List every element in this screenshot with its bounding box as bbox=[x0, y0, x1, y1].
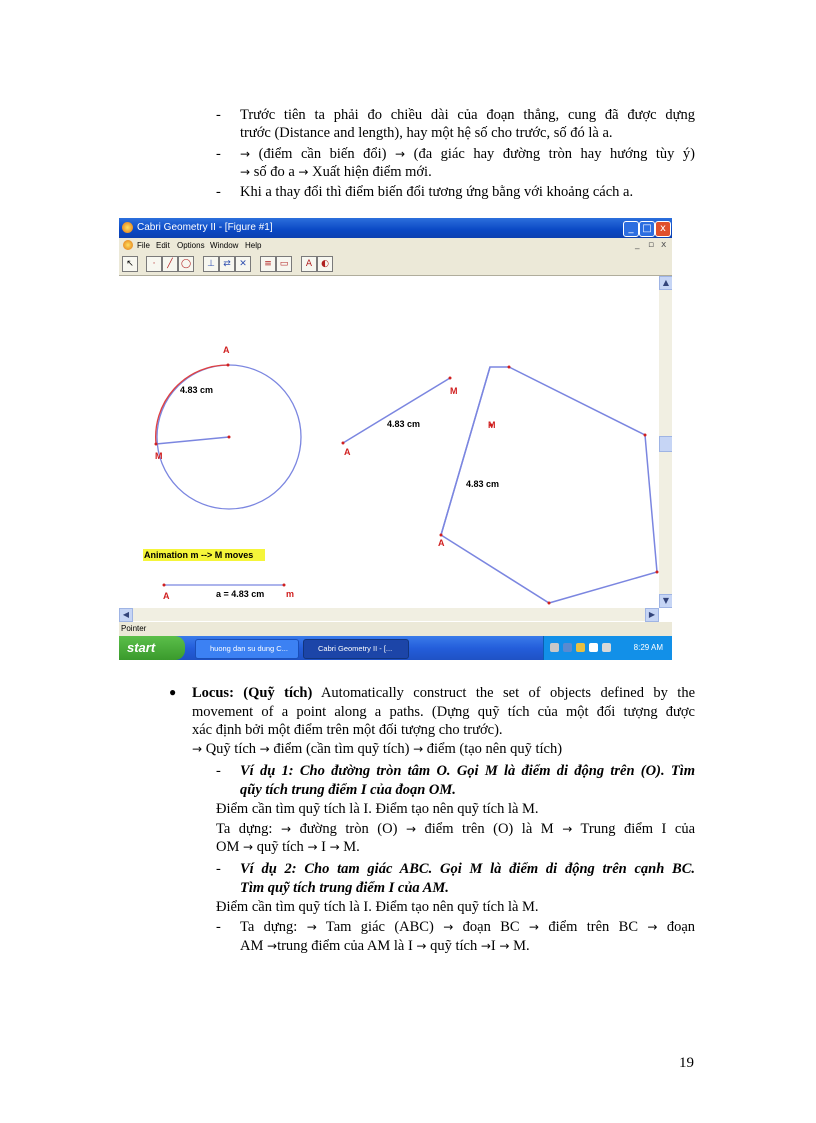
check-tool-icon[interactable]: ≡ bbox=[260, 256, 276, 272]
doc-close-button[interactable]: x bbox=[661, 240, 667, 250]
start-button[interactable] bbox=[119, 636, 185, 660]
list-dash: - bbox=[216, 184, 221, 200]
menu-edit[interactable]: Edit bbox=[156, 241, 170, 250]
arrow-icon: → bbox=[259, 742, 270, 756]
arrow-icon: → bbox=[413, 742, 424, 756]
example-1-steps bbox=[216, 820, 695, 838]
start-label: start bbox=[127, 640, 156, 655]
text-run: AM bbox=[240, 938, 267, 954]
drawing-canvas[interactable] bbox=[119, 276, 659, 608]
scroll-right-icon[interactable]: ▶ bbox=[645, 608, 659, 622]
segment-label-m: M bbox=[450, 386, 458, 396]
document-icon[interactable] bbox=[123, 240, 133, 250]
list-item-text bbox=[240, 163, 432, 181]
center-point bbox=[228, 436, 231, 439]
text-run: Trước tiên ta phải đo chiều dài của đoạn thẳng, cung đã được dựng bbox=[240, 107, 695, 123]
arrow-icon: → bbox=[307, 840, 318, 854]
circle-point-m bbox=[155, 443, 158, 446]
arrow-icon: → bbox=[329, 840, 340, 854]
tool-bar bbox=[119, 253, 672, 276]
text-run: số đo a bbox=[250, 164, 299, 180]
polygon-label-a: A bbox=[438, 538, 445, 548]
radius-segment bbox=[156, 437, 229, 444]
parameter-label-m: m bbox=[286, 589, 295, 599]
arrow-icon: → bbox=[280, 822, 292, 836]
taskbar-item-label: Cabri Geometry II - [... bbox=[318, 644, 393, 653]
arc-shape bbox=[156, 365, 228, 444]
parameter-point-a bbox=[163, 584, 166, 587]
scroll-down-icon[interactable]: ▼ bbox=[659, 594, 672, 608]
text-run: Ta dựng: bbox=[240, 919, 307, 935]
draw-tool-icon[interactable]: ◐ bbox=[317, 256, 333, 272]
example-2-steps bbox=[240, 918, 695, 936]
menu-options[interactable]: Options bbox=[177, 241, 205, 250]
example-1-desc: Điểm cần tìm quỹ tích là I. Điểm tạo nên quỹ tích là M. bbox=[216, 801, 539, 817]
taskbar-item-cabri[interactable] bbox=[303, 639, 409, 659]
segment-measure: 4.83 cm bbox=[387, 419, 421, 429]
list-item-text bbox=[240, 124, 613, 142]
list-dash: - bbox=[216, 107, 221, 123]
locus-flow bbox=[192, 740, 562, 758]
tray-network-icon[interactable] bbox=[563, 643, 572, 652]
taskbar-item-browser[interactable] bbox=[195, 639, 299, 659]
list-item-text bbox=[240, 145, 695, 163]
doc-minimize-button[interactable]: _ bbox=[635, 240, 640, 250]
doc-restore-button[interactable]: ▫ bbox=[648, 240, 655, 250]
polygon-edge-am bbox=[441, 367, 490, 535]
text-run: điểm trên BC bbox=[538, 919, 648, 935]
list-dash: - bbox=[216, 146, 221, 162]
text-run: OM bbox=[216, 839, 243, 855]
circle-label-a: A bbox=[223, 345, 230, 355]
circle-measure: 4.83 cm bbox=[180, 385, 214, 395]
scroll-up-icon[interactable]: ▲ bbox=[659, 276, 672, 290]
parameter-point-m bbox=[283, 584, 286, 587]
locus-line-2: movement of a point along a paths. (Dựng quỹ tích của một đối tượng được bbox=[192, 704, 695, 720]
text-run: Quỹ tích bbox=[202, 741, 260, 757]
tray-monitor-icon[interactable] bbox=[602, 643, 611, 652]
macro-tool-icon[interactable]: ✕ bbox=[235, 256, 251, 272]
polygon-vertex bbox=[508, 366, 511, 369]
text-run: M. bbox=[339, 839, 360, 855]
text-run: Automatically construct the set of objects defined by the bbox=[312, 685, 696, 701]
segment-point-m bbox=[449, 377, 452, 380]
text-run: điểm trên (O) là M bbox=[416, 821, 563, 837]
text-run: Khi a thay đổi thì điểm biến đổi tương ứng bằng với khoảng cách a. bbox=[240, 184, 634, 200]
parameter-label-a: A bbox=[163, 591, 170, 601]
text-run: đường tròn (O) bbox=[291, 821, 406, 837]
cabri-screenshot bbox=[119, 218, 672, 660]
text-run: đoạn bbox=[657, 919, 696, 935]
close-button[interactable]: x bbox=[655, 221, 671, 237]
construct-tool-icon[interactable]: ⊥ bbox=[203, 256, 219, 272]
arrow-icon: → bbox=[298, 165, 309, 179]
text-run: quỹ tích bbox=[426, 938, 481, 954]
curve-tool-icon[interactable]: ◯ bbox=[178, 256, 194, 272]
arrow-icon: → bbox=[240, 147, 251, 161]
status-bar bbox=[119, 622, 672, 636]
polygon-measure: 4.83 cm bbox=[466, 479, 500, 489]
example-2-title-cont: Tìm quỹ tích trung điểm I của AM. bbox=[240, 880, 449, 896]
text-run: quỹ tích bbox=[253, 839, 308, 855]
circle-point-a bbox=[227, 364, 230, 367]
list-item-text bbox=[240, 106, 695, 124]
taskbar bbox=[119, 636, 672, 660]
label-tool-icon[interactable]: A bbox=[301, 256, 317, 272]
arrow-icon: → bbox=[443, 920, 454, 934]
locus-line-1 bbox=[192, 684, 695, 702]
text-run: trung điểm của AM là I bbox=[277, 938, 417, 954]
measure-tool-icon[interactable]: ▭ bbox=[276, 256, 292, 272]
arrow-icon: → bbox=[306, 920, 317, 934]
example-2-desc: Điểm cần tìm quỹ tích là I. Điểm tạo nên quỹ tích là M. bbox=[216, 899, 539, 915]
polygon-label-m: M bbox=[488, 420, 496, 430]
arrow-icon: → bbox=[499, 939, 510, 953]
example-2-steps-cont bbox=[240, 937, 530, 955]
text-run: I bbox=[490, 938, 500, 954]
menu-help[interactable]: Help bbox=[245, 241, 262, 250]
arrow-icon: → bbox=[395, 147, 406, 161]
segment-label-a: A bbox=[344, 447, 351, 457]
arrow-icon: → bbox=[192, 742, 203, 756]
text-run: trước (Distance and length), hay một hệ số cho trước, số đó là a. bbox=[240, 125, 613, 141]
text-run: Trung điểm I của bbox=[572, 821, 696, 837]
clock: 8:29 AM bbox=[633, 643, 663, 652]
locus-term: Locus: (Quỹ tích) bbox=[192, 685, 313, 701]
text-run: đoạn BC bbox=[453, 919, 529, 935]
segment-am bbox=[343, 378, 450, 443]
list-dash: - bbox=[216, 763, 221, 779]
locus-line-3: xác định bởi một điểm trên một đối tượng cho trước). bbox=[192, 722, 503, 738]
line-tool-icon[interactable]: ╱ bbox=[162, 256, 178, 272]
status-text: Pointer bbox=[121, 624, 147, 633]
example-1-title: Ví dụ 1: Cho đường tròn tâm O. Gọi M là điểm di động trên (O). Tìm bbox=[240, 763, 695, 779]
system-tray bbox=[543, 636, 672, 660]
tray-speaker-icon[interactable] bbox=[589, 643, 598, 652]
example-1-title-cont: qũy tích trung điểm I của đoạn OM. bbox=[240, 782, 456, 798]
taskbar-item-label: huong dan su dung C... bbox=[210, 644, 288, 653]
vertical-scrollbar[interactable] bbox=[659, 276, 672, 608]
polygon-vertex bbox=[644, 434, 647, 437]
title-bar bbox=[119, 218, 672, 238]
list-item-text bbox=[240, 183, 633, 201]
minimize-button[interactable]: _ bbox=[623, 221, 639, 237]
text-run: I bbox=[317, 839, 330, 855]
window-title: Cabri Geometry II - [Figure #1] bbox=[137, 222, 273, 233]
arrow-icon: → bbox=[480, 939, 491, 953]
text-run: Ta dựng: bbox=[216, 821, 281, 837]
text-run: (điểm cần biến đổi) bbox=[250, 146, 396, 162]
transform-tool-icon[interactable]: ⇄ bbox=[219, 256, 235, 272]
tray-security-icon[interactable] bbox=[576, 643, 585, 652]
text-run: Tam giác (ABC) bbox=[316, 919, 444, 935]
arrow-icon: → bbox=[562, 822, 573, 836]
horizontal-scrollbar[interactable] bbox=[119, 608, 659, 621]
scroll-thumb[interactable] bbox=[659, 436, 672, 452]
polygon-vertex bbox=[548, 602, 551, 605]
page-number: 19 bbox=[679, 1055, 694, 1071]
arrow-icon: → bbox=[267, 939, 278, 953]
text-run: M. bbox=[509, 938, 530, 954]
text-run: (đa giác hay đường tròn hay hướng tùy ý) bbox=[405, 146, 695, 162]
list-dash: - bbox=[216, 861, 221, 877]
menu-file[interactable]: File bbox=[137, 241, 150, 250]
circle-label-m: M bbox=[155, 451, 163, 461]
example-1-steps-cont bbox=[216, 838, 360, 856]
cabri-app-icon bbox=[122, 222, 133, 233]
maximize-button[interactable]: □ bbox=[639, 221, 655, 237]
menu-bar bbox=[119, 238, 672, 253]
parameter-value: a = 4.83 cm bbox=[216, 589, 265, 599]
arrow-icon: → bbox=[240, 165, 251, 179]
list-dash: - bbox=[216, 919, 221, 935]
example-2-title: Ví dụ 2: Cho tam giác ABC. Gọi M là điểm di động trên cạnh BC. bbox=[240, 861, 695, 877]
bullet-icon: ● bbox=[169, 685, 177, 699]
animation-label: Animation m --> M moves bbox=[144, 550, 254, 560]
arrow-icon: → bbox=[405, 822, 416, 836]
text-run: điểm (cần tìm quỹ tích) bbox=[269, 741, 414, 757]
menu-window[interactable]: Window bbox=[210, 241, 239, 250]
arrow-icon: → bbox=[528, 920, 539, 934]
scroll-left-icon[interactable]: ◀ bbox=[119, 608, 133, 622]
text-run: Xuất hiện điểm mới. bbox=[308, 164, 432, 180]
arrow-icon: → bbox=[647, 920, 658, 934]
segment-point-a bbox=[342, 442, 345, 445]
tray-pen-icon[interactable] bbox=[550, 643, 559, 652]
pointer-tool-icon[interactable]: ↖ bbox=[122, 256, 138, 272]
polygon-point-a bbox=[440, 534, 443, 537]
text-run: điểm (tạo nên quỹ tích) bbox=[423, 741, 563, 757]
arrow-icon: → bbox=[243, 840, 254, 854]
arrow-icon: → bbox=[416, 939, 427, 953]
point-tool-icon[interactable]: · bbox=[146, 256, 162, 272]
